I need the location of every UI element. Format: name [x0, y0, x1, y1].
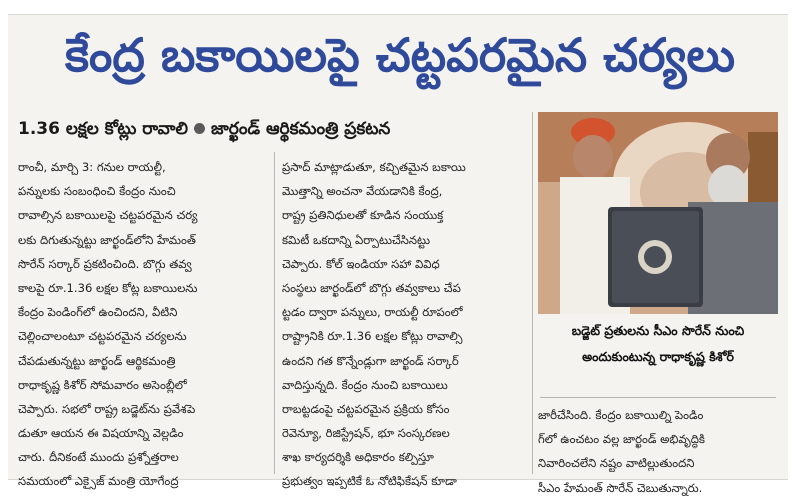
- text-line: రావాల్సిన బకాయిలపై చట్టపరమైన చర్య: [18, 208, 198, 223]
- text-line: వాదిస్తున్నది. కేంద్రం నుంచి బకాయిలు: [282, 377, 448, 392]
- text-line: చేపడుతున్నట్టు జార్ఖండ్ ఆర్థికమంత్రి: [18, 353, 176, 368]
- photo-illustration: [538, 112, 778, 314]
- article-column-2: [282, 155, 527, 494]
- text-line: కమిటీ ఒకదాన్ని ఏర్పాటుచేసినట్టు: [282, 232, 431, 247]
- text-line: రాష్ట్రానికి రూ.1.36 లక్షల కోట్లు రావాల్సి: [282, 329, 463, 344]
- subheadline: [18, 112, 528, 146]
- headline: కేంద్ర బకాయిలపై చట్టపరమైన చర్యలు: [65, 28, 735, 82]
- text-line: రెవెన్యూ, రిజిస్ట్రేషన్, భూ సంస్కరణల: [282, 426, 450, 441]
- text-line: ప్రభుత్వం ఇప్పటికే ఓ నోటిఫికేషన్ కూడా: [282, 474, 457, 489]
- subheadline-left: 1.36 లక్షల కోట్లు రావాలి: [18, 119, 188, 139]
- article-column-3: [538, 403, 773, 500]
- text-line: రాబట్టడంపై చట్టపరమైన ప్రక్రియ కోసం: [282, 401, 450, 416]
- text-line: కాలపై రూ.1.36 లక్షల కోట్ల బకాయిలను: [18, 280, 198, 295]
- caption-divider: [540, 397, 776, 398]
- text-line: చారు. దీనికంటే ముందు ప్రశ్నోత్తరాల: [18, 450, 179, 465]
- text-line: పన్నులకు సంబంధించి కేంద్రం నుంచి: [18, 184, 176, 199]
- text-line: గ్‌లో ఉంచటం వల్ల జార్ఖండ్ అభివృద్ధికి: [538, 432, 705, 447]
- text-line: రాంచీ, మార్చి 3: గనుల రాయల్టీ,: [18, 160, 166, 174]
- text-line: ట్టడం ద్వారా పన్నులు, రాయల్టీ రూపంలో: [282, 305, 463, 320]
- text-line: ఉందని గత కొన్నేండ్లుగా జార్ఖండ్ సర్కార్: [282, 353, 459, 368]
- text-line: చెప్పారు. సభలో రాష్ట్ర బడ్జెట్‌ను ప్రవేశపె: [18, 401, 196, 416]
- text-line: మొత్తాన్ని అంచనా వేయడానికి కేంద్ర,: [282, 184, 443, 199]
- bullet-icon: [194, 123, 205, 134]
- text-line: జారీచేసింది. కేంద్రం బకాయిల్ని పెండిం: [538, 408, 704, 422]
- text-line: చెప్పారు. కోల్ ఇండియా సహా వివిధ: [282, 256, 440, 271]
- text-line: సీఎం హేమంత్ సొరేన్ చెబుతున్నారు.: [538, 480, 703, 495]
- column-divider: [532, 112, 533, 474]
- text-line: లకు దిగుతున్నట్టు జార్ఖండ్‌లోని హేమంత్: [18, 232, 196, 247]
- news-photo: [538, 112, 778, 314]
- caption-line: బడ్జెట్ ప్రతులను సీఎం సొరేన్ నుంచి: [571, 323, 745, 338]
- caption-line: అందుకుంటున్న రాధాకృష్ణ కిశోర్: [582, 349, 734, 364]
- article-column-1: [18, 155, 268, 494]
- text-line: ప్రసాద్ మాట్లాడుతూ, కచ్చితమైన బకాయి: [282, 160, 466, 174]
- text-line: చెల్లించాలంటూ చట్టపరమైన చర్యలను: [18, 329, 187, 344]
- text-line: రాధాకృష్ణ కిశోర్ సోమవారం అసెంబ్లీలో: [18, 377, 187, 392]
- text-line: సమయంలో ఎక్సైజ్ మంత్రి యోగేంద్ర: [18, 474, 179, 489]
- text-line: డుతూ ఆయన ఈ విషయాన్ని వెల్లడిం: [18, 426, 184, 441]
- column-divider: [274, 152, 275, 474]
- text-line: సొరేన్ సర్కార్ ప్రకటించింది. బొగ్గు తవ్వ: [18, 256, 192, 271]
- subheadline-right: జార్ఖండ్ ఆర్థికమంత్రి ప్రకటన: [210, 119, 391, 139]
- text-line: నివారించలేని నష్టం వాటిల్లుతుందని: [538, 456, 695, 471]
- text-line: శాఖ కార్యదర్శికి అధికారం కల్పిస్తూ: [282, 450, 434, 465]
- text-line: కేంద్రం పెండింగ్‌లో ఉంచిందని, వీటిని: [18, 305, 178, 320]
- text-line: రాష్ట్ర ప్రతినిధులతో కూడిన సంయుక్త: [282, 208, 444, 223]
- photo-caption: [540, 318, 776, 394]
- text-line: సంస్థలు జార్ఖండ్‌లో బొగ్గు తవ్వకాలు చేప: [282, 280, 461, 295]
